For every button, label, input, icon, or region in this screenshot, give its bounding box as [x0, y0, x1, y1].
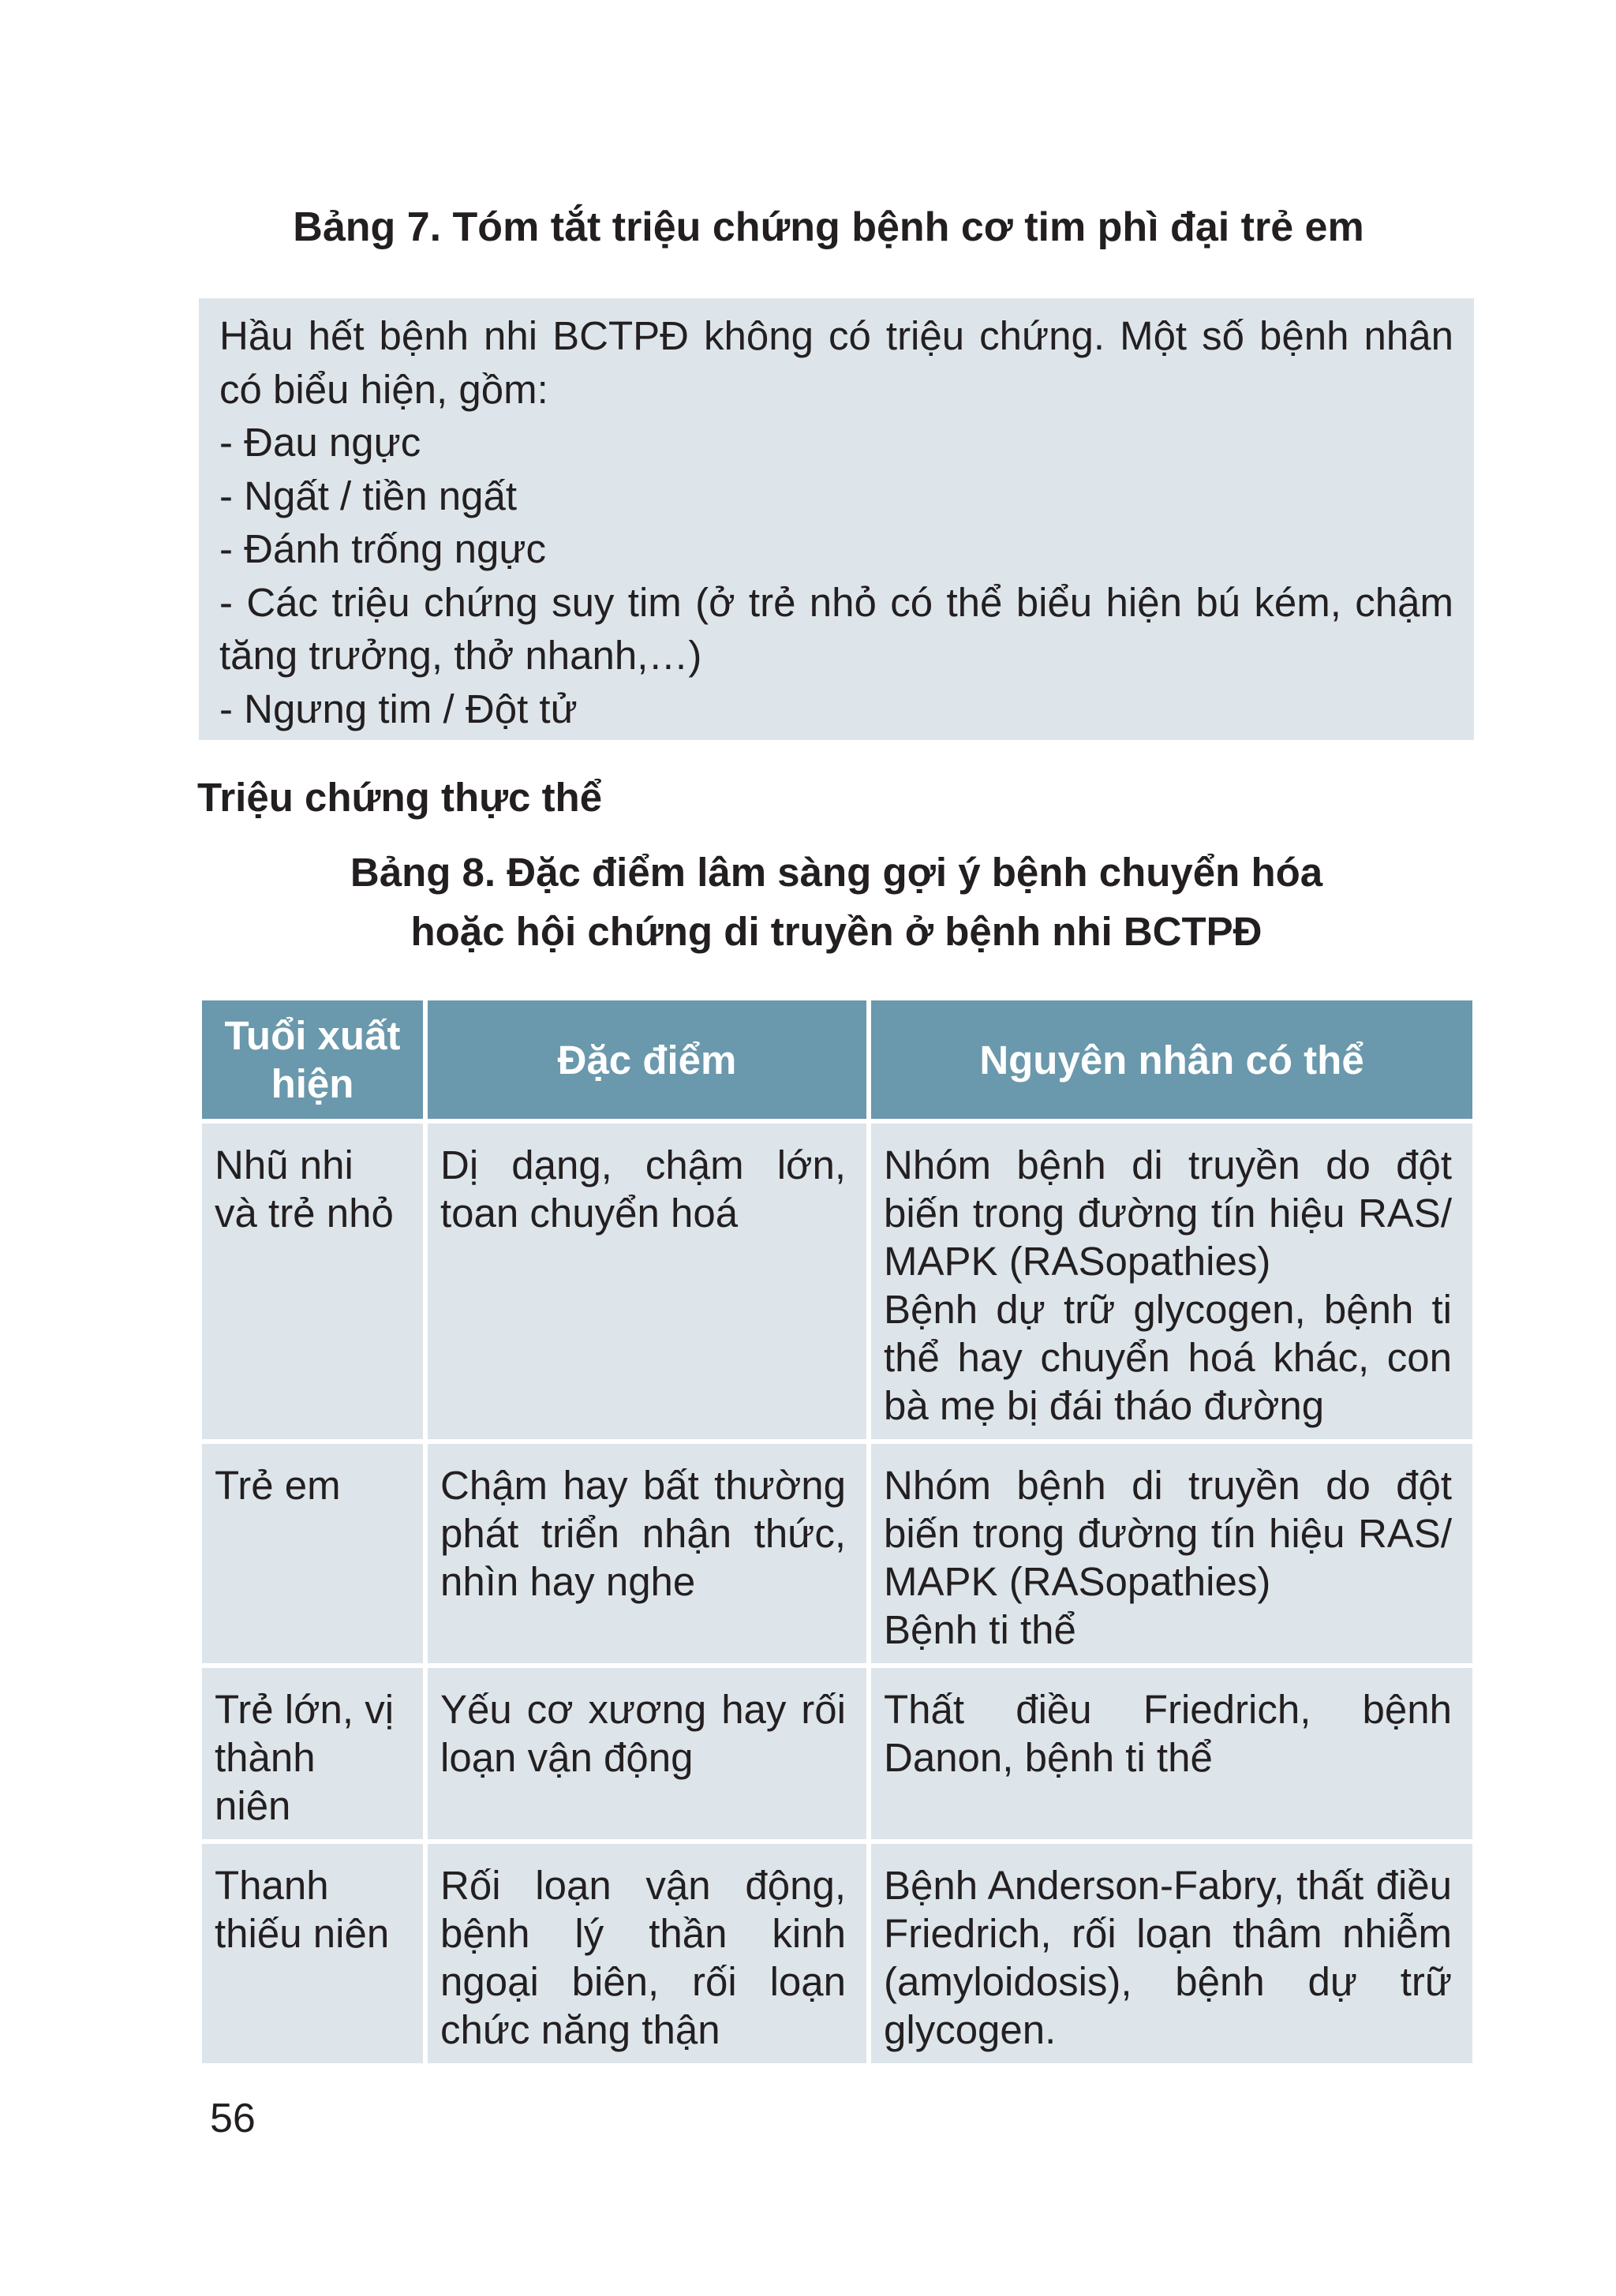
page-number: 56	[210, 2096, 256, 2141]
table7-line: có biểu hiện, gồm:	[219, 366, 548, 412]
cause-text: Bệnh Anderson-Fabry, thất điều Friedrich, rối loạn thâm nhiễm (amyloidosis), bệnh dự trữ glycogen.	[884, 1863, 1452, 2052]
table7-line: - Ngất / tiền ngất	[219, 473, 518, 518]
age-cell: Thanh thiếu niên	[202, 1844, 423, 2063]
cause-text: Bệnh ti thể	[884, 1607, 1076, 1652]
table7-line: - Các triệu chứng suy tim (ở trẻ nhỏ có thể biểu hiện bú kém, chậm	[219, 579, 1453, 625]
feature-cell: Yếu cơ xương hay rối loạn vận động	[428, 1668, 866, 1839]
table-header-row	[202, 1000, 1472, 1119]
cause-cell	[871, 1444, 1472, 1663]
table-row	[202, 1124, 1472, 1439]
table7-line: - Ngưng tim / Đột tử	[219, 686, 578, 731]
table-row	[202, 1668, 1472, 1839]
age-cell: Trẻ lớn, vị thành niên	[202, 1668, 423, 1839]
cause-text: Nhóm bệnh di truyền do đột biến trong đường tín hiệu RAS/ MAPK (RASopathies)	[884, 1142, 1452, 1284]
table8-title	[197, 843, 1476, 961]
feature-cell: Dị dạng, chậm lớn, toan chuyển hoá	[428, 1124, 866, 1439]
feature-cell: Rối loạn vận động, bệnh lý thần kinh ngoại biên, rối loạn chức năng thận	[428, 1844, 866, 2063]
column-header-feature: Đặc điểm	[428, 1000, 866, 1119]
table-row	[202, 1444, 1472, 1663]
feature-cell: Chậm hay bất thường phát triển nhận thức, nhìn hay nghe	[428, 1444, 866, 1663]
table8-title-line: hoặc hội chứng di truyền ở bệnh nhi BCTPĐ	[410, 909, 1262, 954]
cause-text: Nhóm bệnh di truyền do đột biến trong đường tín hiệu RAS/ MAPK (RASopathies)	[884, 1463, 1452, 1604]
table7-line: - Đau ngực	[219, 420, 421, 465]
cause-cell	[871, 1844, 1472, 2063]
age-cell: Nhũ nhi và trẻ nhỏ	[202, 1124, 423, 1439]
column-header-age: Tuổi xuất hiện	[202, 1000, 423, 1119]
cause-cell	[871, 1668, 1472, 1839]
table7-line: Hầu hết bệnh nhi BCTPĐ không có triệu chứng. Một số bệnh nhân	[219, 313, 1453, 358]
table-row	[202, 1844, 1472, 2063]
age-cell: Trẻ em	[202, 1444, 423, 1663]
cause-text: Thất điều Friedrich, bệnh Danon, bệnh ti thể	[884, 1687, 1452, 1780]
cause-text: Bệnh dự trữ glycogen, bệnh ti thể hay chuyển hoá khác, con bà mẹ bị đái tháo đường	[884, 1287, 1452, 1428]
table7-box	[199, 298, 1474, 740]
table7-title: Bảng 7. Tóm tắt triệu chứng bệnh cơ tim phì đại trẻ em	[293, 204, 1364, 250]
column-header-cause: Nguyên nhân có thể	[871, 1000, 1472, 1119]
table8-title-line: Bảng 8. Đặc điểm lâm sàng gợi ý bệnh chuyển hóa	[350, 850, 1323, 895]
table7-line: tăng trưởng, thở nhanh,…)	[219, 633, 702, 678]
section-heading: Triệu chứng thực thể	[197, 775, 603, 820]
table7-line: - Đánh trống ngực	[219, 526, 547, 571]
cause-cell	[871, 1124, 1472, 1439]
table8	[197, 996, 1477, 2068]
